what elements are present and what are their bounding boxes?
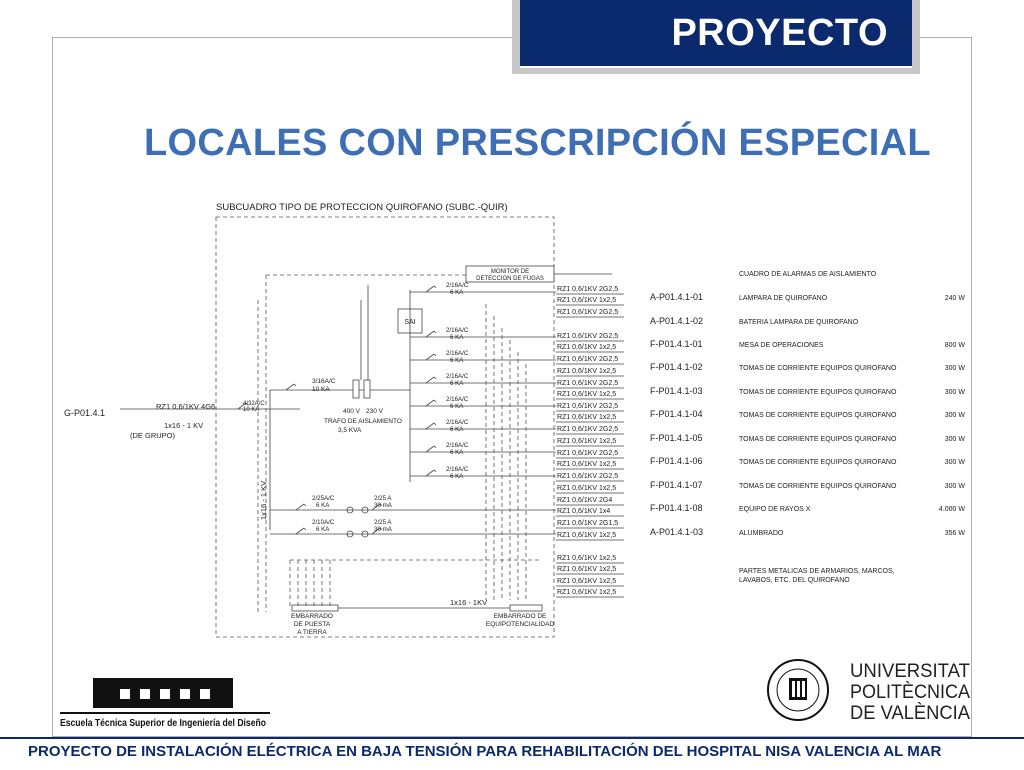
rcd-breaker-symbol [304,504,306,506]
etsid-logo-window [160,689,170,699]
circuit-description: TOMAS DE CORRIENTE EQUIPOS QUIROFANO [739,459,897,466]
equipotential-cable-label: 1x16 - 1KV [450,598,488,607]
upv-name-line2: POLITÈCNICA [850,682,971,703]
branch-breaker-ka: 6 KA [450,357,464,364]
output-cable-label: RZ1 0,6/1KV 1x2,5 [557,589,617,596]
output-cable-label: RZ1 0,6/1KV 1x4 [557,508,611,515]
output-cable-label: RZ1 0,6/1KV 1x2,5 [557,461,617,468]
upv-name-line3: DE VALÈNCIA [850,703,971,724]
branch-breaker-rating: 2/16A/C [446,396,469,403]
circuit-id: F-P01.4.1-04 [650,409,703,419]
circuit-power: 300 W [944,389,965,396]
branch-breaker-symbol [426,470,434,476]
output-cable-label: RZ1 0,6/1KV 2G2,5 [557,450,619,457]
trafo-power: 3,5 KVA [338,427,362,434]
trafo-breaker-ka: 10 KA [312,386,330,393]
rcd-breaker-symbol [296,504,304,510]
output-cable-label: RZ1 0,6/1KV 1x2,5 [557,566,617,573]
circuit-description: TOMAS DE CORRIENTE EQUIPOS QUIROFANO [739,389,897,396]
output-cable-label: RZ1 0,6/1KV 1x2,5 [557,555,617,562]
circuit-power: 300 W [944,412,965,419]
upv-seal-stripe [792,681,795,697]
branch-breaker-rating: 2/16A/C [446,327,469,334]
output-cable-label: RZ1 0,6/1KV 1x2,5 [557,391,617,398]
sai-label: SAI [404,319,416,326]
branch-breaker-rating: 2/16A/C [446,419,469,426]
etsid-logo-window [200,689,210,699]
branch-breaker-ka: 6 KA [450,289,464,296]
branch-breaker-rating: 2/16A/C [446,466,469,473]
circuit-description: TOMAS DE CORRIENTE EQUIPOS QUIROFANO [739,436,897,443]
circuit-id: F-P01.4.1-02 [650,362,703,372]
circuit-id: F-P01.4.1-01 [650,339,703,349]
circuit-power: 300 W [944,459,965,466]
circuit-power: 356 W [944,530,965,537]
trafo-primary-voltage: 400 V [343,408,360,415]
etsid-logo-window [140,689,150,699]
output-cable-label: RZ1 0,6/1KV 2G2,5 [557,473,619,480]
circuit-description: EQUIPO DE RAYOS X [739,506,811,513]
feeder-cable-label: RZ1 0,6/1KV 4G6 [156,402,216,411]
branch-breaker-symbol [434,286,436,288]
metal-parts-label: PARTES METALICAS DE ARMARIOS, MARCOS, [739,568,895,575]
rcd-sensitivity: 30 mA [374,502,392,509]
branch-breaker-symbol [426,446,434,452]
upv-logo [766,657,974,725]
circuit-description: LAMPARA DE QUIROFANO [739,295,828,302]
output-cable-label: RZ1 0,6/1KV 1x2,5 [557,438,617,445]
branch-breaker-symbol [434,423,436,425]
circuit-description: BATERIA LAMPARA DE QUIROFANO [739,319,859,326]
circuit-id: F-P01.4.1-03 [650,386,703,396]
rcd-rating: 2/25 A [374,519,392,526]
circuit-id: F-P01.4.1-05 [650,433,703,443]
slide-title: LOCALES CON PRESCRIPCIÓN ESPECIAL [144,122,931,164]
etsid-logo-window [120,689,130,699]
monitor-label: DETECCION DE FUGAS [476,276,544,282]
branch-breaker-ka: 6 KA [450,380,464,387]
branch-breaker-ka: 6 KA [450,334,464,341]
circuit-id: A-P01.4.1-01 [650,292,704,302]
branch-breaker-ka: 6 KA [450,449,464,456]
branch-breaker-symbol [434,354,436,356]
earth-bar-label: A TIERRA [297,629,327,636]
feeder-origin-label: (DE GRUPO) [130,431,175,440]
circuit-description: ALUMBRADO [739,530,784,537]
rcd-breaker-symbol [304,528,306,530]
branch-breaker-rating: 2/16A/C [446,442,469,449]
feeder-id: G-P01.4.1 [64,408,106,418]
alarm-panel-label: CUADRO DE ALARMAS DE AISLAMIENTO [739,271,877,278]
circuit-description: TOMAS DE CORRIENTE EQUIPOS QUIROFANO [739,365,897,372]
output-cable-label: RZ1 0,6/1KV 1x2,5 [557,485,617,492]
rcd-breaker-rating: 2/10A/C [312,519,335,526]
branch-breaker-symbol [434,446,436,448]
circuit-power: 240 W [944,295,965,302]
output-cable-label: RZ1 0,6/1KV 1x2,5 [557,532,617,539]
output-cable-label: RZ1 0,6/1KV 1x2,5 [557,414,617,421]
branch-breaker-rating: 2/16A/C [446,373,469,380]
earth-bar-label: DE PUESTA [293,621,331,628]
etsid-logo-text: Escuela Técnica Superior de Ingeniería del Diseño [60,717,266,729]
trafo-breaker-symbol [286,384,294,390]
output-cable-label: RZ1 0,6/1KV 1x2,5 [557,578,617,585]
circuit-description: TOMAS DE CORRIENTE EQUIPOS QUIROFANO [739,412,897,419]
output-cable-label: RZ1 0,6/1KV 2G2,5 [557,356,619,363]
branch-breaker-ka: 6 KA [450,426,464,433]
earth-bar [292,605,338,611]
branch-breaker-symbol [426,331,434,337]
branch-breaker-ka: 6 KA [450,473,464,480]
output-cable-label: RZ1 0,6/1KV 2G2,5 [557,333,619,340]
branch-breaker-rating: 2/16A/C [446,350,469,357]
trafo-secondary-winding [364,380,370,398]
monitor-label: MONITOR DE [490,269,530,275]
branch-breaker-symbol [426,423,434,429]
trafo-name: TRAFO DE AISLAMIENTO [324,418,402,425]
rcd-breaker-symbol [296,528,304,534]
section-label: PROYECTO [671,12,888,54]
output-cable-label: RZ1 0,6/1KV 2G2,5 [557,403,619,410]
earth-bar-label: EMBARRADO [291,613,333,620]
etsid-logo-rule [60,712,270,714]
branch-breaker-symbol [434,377,436,379]
circuit-id: F-P01.4.1-06 [650,456,703,466]
vertical-bus-label: 1x16 - 1 KV [259,480,268,520]
upv-seal-stripe [797,681,800,697]
trafo-primary-winding [353,380,359,398]
circuit-power: 300 W [944,365,965,372]
branch-breaker-symbol [426,400,434,406]
output-cable-label: RZ1 0,6/1KV 1x2,5 [557,368,617,375]
circuit-id: A-P01.4.1-03 [650,527,704,537]
circuit-id: F-P01.4.1-08 [650,503,703,513]
main-breaker-ka: 10 KA [243,407,260,413]
output-cable-label: RZ1 0,6/1KV 1x2,5 [557,297,617,304]
branch-breaker-symbol [434,470,436,472]
branch-breaker-symbol [426,354,434,360]
upv-name-line1: UNIVERSITAT [850,661,971,682]
main-breaker-rating: 4/32A/C [243,401,265,407]
equipotential-bar [510,605,542,611]
circuit-power: 300 W [944,436,965,443]
branch-breaker-symbol [434,331,436,333]
feeder-conductor-label: 1x16 - 1 KV [164,421,204,430]
circuit-id: A-P01.4.1-02 [650,316,704,326]
branch-breaker-symbol [426,286,434,292]
rcd-sensitivity: 30 mA [374,526,392,533]
circuit-description: MESA DE OPERACIONES [739,342,824,349]
output-cable-label: RZ1 0,6/1KV 2G2,5 [557,309,619,316]
metal-parts-label: LAVABOS, ETC. DEL QUIROFANO [739,577,850,584]
circuit-power: 800 W [944,342,965,349]
circuit-power: 4.000 W [938,506,965,513]
footer [0,737,1024,770]
upv-seal-stripe [802,681,805,697]
equip-bar-label: EMBARRADO DE [493,613,547,620]
branch-breaker-symbol [434,400,436,402]
rcd-rating: 2/25 A [374,495,392,502]
etsid-logo-window [180,689,190,699]
rcd-breaker-ka: 6 KA [316,502,330,509]
circuit-power: 300 W [944,483,965,490]
branch-breaker-symbol [426,377,434,383]
branch-breaker-rating: 2/16A/C [446,282,469,289]
output-cable-label: RZ1 0,6/1KV 2G2,5 [557,380,619,387]
output-cable-label: RZ1 0,6/1KV 2G1,5 [557,520,619,527]
circuit-id: F-P01.4.1-07 [650,480,703,490]
output-cable-label: RZ1 0,6/1KV 1x2,5 [557,344,617,351]
output-cable-label: RZ1 0,6/1KV 2G2,5 [557,286,619,293]
panel-title: SUBCUADRO TIPO DE PROTECCION QUIROFANO (SUBC.-QUIR) [216,202,508,213]
etsid-logo [60,676,270,730]
rcd-breaker-ka: 6 KA [316,526,330,533]
circuit-description: TOMAS DE CORRIENTE EQUIPOS QUIROFANO [739,483,897,490]
footer-text: PROYECTO DE INSTALACIÓN ELÉCTRICA EN BAJA TENSIÓN PARA REHABILITACIÓN DEL HOSPITAL NISA VALENCIA AL MAR [28,743,942,760]
branch-breaker-ka: 6 KA [450,403,464,410]
output-cable-label: RZ1 0,6/1KV 2G4 [557,497,613,504]
trafo-secondary-voltage: 230 V [366,408,383,415]
equip-bar-label: EQUIPOTENCIALIDAD [485,621,555,628]
output-cable-label: RZ1 0,6/1KV 2G2,5 [557,426,619,433]
rcd-breaker-rating: 2/25A/C [312,495,335,502]
trafo-breaker-symbol [294,384,296,386]
trafo-breaker-rating: 3/16A/C [312,378,336,385]
